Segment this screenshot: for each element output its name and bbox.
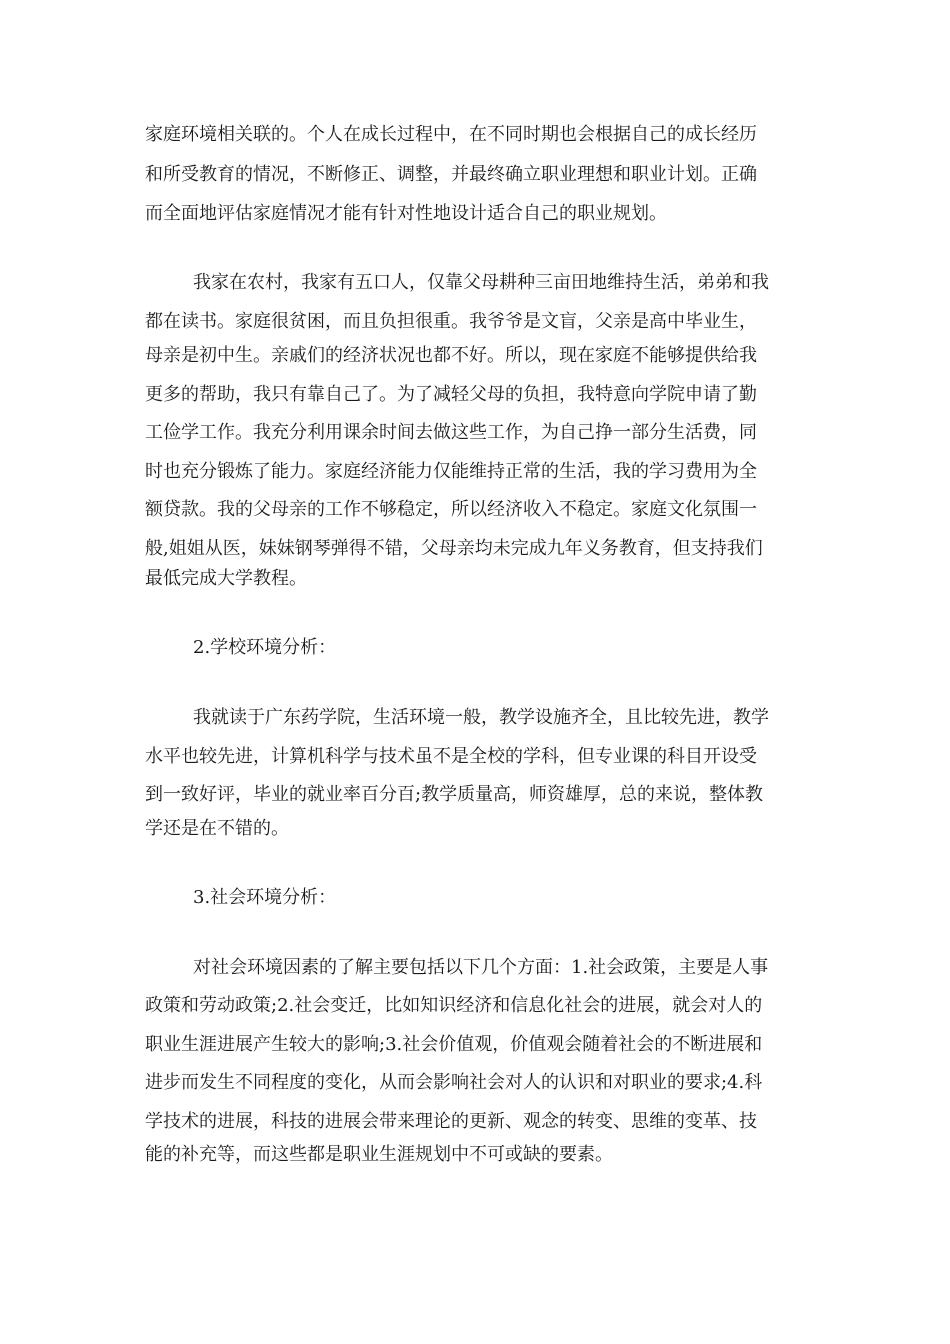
section-heading: 2.学校环境分析： (193, 637, 337, 658)
paragraph-line: 都在读书。家庭很贫困，而且负担很重。我爷爷是文盲，父亲是高中毕业生， (145, 311, 757, 332)
paragraph-line: 学技术的进展，科技的进展会带来理论的更新、观念的转变、思维的变革、技 (145, 1111, 757, 1132)
paragraph-line: 更多的帮助，我只有靠自己了。为了减轻父母的负担，我特意向学院申请了勤 (145, 384, 757, 405)
paragraph-line: 职业生涯进展产生较大的影响;3.社会价值观，价值观会随着社会的不断进展和 (145, 1034, 763, 1055)
paragraph-line: 水平也较先进，计算机科学与技术虽不是全校的学科，但专业课的科目开设受 (145, 746, 757, 767)
paragraph-line: 能的补充等，而这些都是职业生涯规划中不可或缺的要素。 (145, 1144, 613, 1165)
paragraph-line: 额贷款。我的父母亲的工作不够稳定，所以经济收入不稳定。家庭文化氛围一 (145, 499, 757, 520)
paragraph-line: 最低完成大学教程。 (145, 568, 307, 589)
paragraph-line: 学还是在不错的。 (145, 818, 289, 839)
paragraph-line: 我就读于广东药学院，生活环境一般，教学设施齐全，且比较先进，教学 (193, 707, 769, 728)
paragraph-line: 家庭环境相关联的。个人在成长过程中，在不同时期也会根据自己的成长经历 (145, 124, 757, 145)
paragraph-line: 母亲是初中生。亲戚们的经济状况也都不好。所以，现在家庭不能够提供给我 (145, 345, 757, 366)
paragraph-line: 进步而发生不同程度的变化，从而会影响社会对人的认识和对职业的要求;4.科 (145, 1072, 763, 1093)
section-heading: 3.社会环境分析： (193, 887, 337, 908)
paragraph-line: 工俭学工作。我充分利用课余时间去做这些工作，为自己挣一部分生活费，同 (145, 422, 757, 443)
paragraph-line: 时也充分锻炼了能力。家庭经济能力仅能维持正常的生活，我的学习费用为全 (145, 461, 757, 482)
paragraph-line: 和所受教育的情况，不断修正、调整，并最终确立职业理想和职业计划。正确 (145, 164, 757, 185)
paragraph-line: 对社会环境因素的了解主要包括以下几个方面：1.社会政策，主要是人事 (193, 957, 769, 978)
paragraph-line: 到一致好评，毕业的就业率百分百;教学质量高，师资雄厚，总的来说，整体教 (145, 784, 764, 805)
paragraph-line: 而全面地评估家庭情况才能有针对性地设计适合自己的职业规划。 (145, 203, 667, 224)
paragraph-line: 我家在农村，我家有五口人，仅靠父母耕种三亩田地维持生活，弟弟和我 (193, 272, 769, 293)
paragraph-line: 般,姐姐从医，妹妹钢琴弹得不错，父母亲均未完成九年义务教育，但支持我们 (145, 538, 763, 559)
paragraph-line: 政策和劳动政策;2.社会变迁，比如知识经济和信息化社会的进展，就会对人的 (145, 995, 763, 1016)
